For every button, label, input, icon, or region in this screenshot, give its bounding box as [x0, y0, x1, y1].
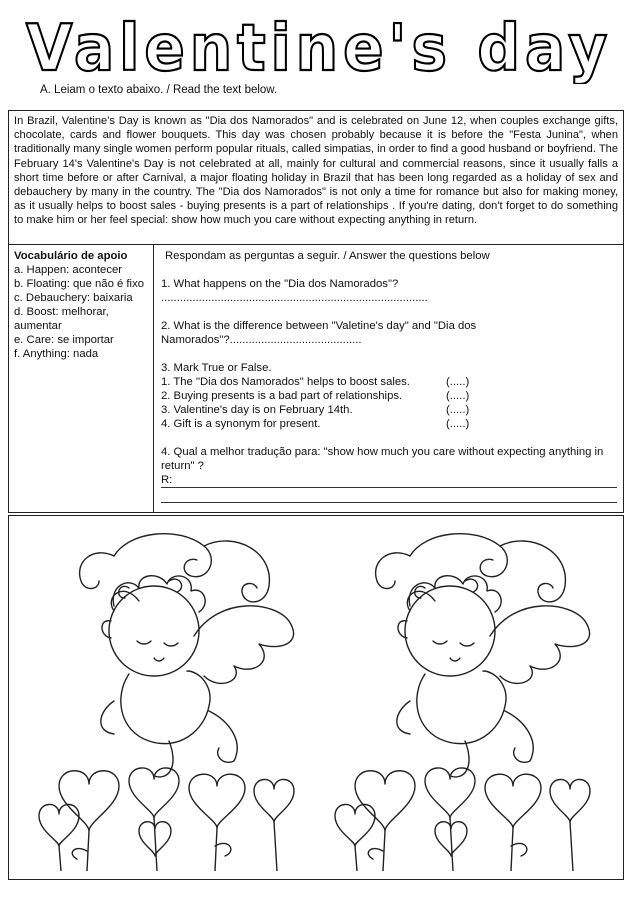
true-false-item — [161, 389, 617, 403]
tf-statement: 3. Valentine's day is on February 14th. — [161, 404, 353, 416]
tf-statement: 4. Gift is a synonym for present. — [161, 418, 321, 430]
question-4: 4. Qual a melhor tradução para: "show how much you care without expecting anything in return" ? — [161, 446, 604, 472]
question-3: 3. Mark True or False. — [161, 362, 272, 374]
tf-statement: 2. Buying presents is a bad part of relationships. — [161, 390, 403, 402]
questions-intro: Respondam as perguntas a seguir. / Answer the questions below — [165, 250, 490, 262]
reading-passage: In Brazil, Valentine's Day is known as "Dia dos Namorados" and is celebrated on June 12, when couples exchange gifts, chocolate, cards and flower bouquets. This day was chosen probably because it is before the "Festa Junina", when traditionally many single women perform popular rituals, called simpatias, in order to find a good husband or boyfriend. The February 14's Valentine's Day is not celebrated at all, mainly for cultural and commercial reasons, since it usually falls a short time before or after Carnival, a major floating holiday in Brazil that has been long regarded as a holiday of sex and debauchery by many in the country. The "Dia dos Namorados" is not only a time for romance but also for making money, as it usually helps to boost sales - buying presents is a part of relationships . If you're dating, don't forget to do something to make him or her feel special: show how much you care without expecting anything in return. — [8, 110, 624, 245]
vocab-item: f. Anything: nada — [14, 348, 99, 360]
tf-answer-blank[interactable]: (.....) — [446, 390, 470, 402]
answer-line-extra[interactable] — [161, 488, 617, 503]
tf-statement: 1. The "Dia dos Namorados" helps to boost sales. — [161, 376, 410, 388]
worksheet-title — [0, 4, 638, 84]
true-false-item — [161, 403, 617, 417]
vocab-item: c. Debauchery: baixaria — [14, 292, 133, 304]
vocabulary-column — [9, 245, 154, 512]
tf-answer-blank[interactable]: (.....) — [446, 418, 470, 430]
questions-column — [155, 245, 623, 512]
answer-line[interactable] — [161, 473, 617, 488]
vocab-item: b. Floating: que não é fixo — [14, 278, 145, 290]
vocab-item: a. Happen: acontecer — [14, 264, 123, 276]
vocabulary-title: Vocabulário de apoio — [14, 250, 128, 262]
cupid-illustration — [315, 526, 615, 871]
reading-instruction: A. Leiam o texto abaixo. / Read the text below. — [40, 84, 278, 96]
question-2: 2. What is the difference between "Valetine's day" and "Dia dos Namorados"?.......................................... — [161, 320, 477, 346]
true-false-item — [161, 375, 617, 389]
true-false-item — [161, 417, 617, 431]
vocab-item: d. Boost: melhorar, aumentar — [14, 306, 109, 332]
coloring-picture-area — [8, 515, 624, 880]
tf-answer-blank[interactable]: (.....) — [446, 404, 470, 416]
exercise-table — [8, 245, 624, 513]
answer-label: R: — [161, 474, 173, 486]
title-text: Valentine's day — [26, 12, 612, 84]
outlined-title-text — [0, 4, 638, 84]
vocab-item: e. Care: se importar — [14, 334, 114, 346]
question-1: 1. What happens on the "Dia dos Namorados"? ..................................................................................... — [161, 278, 428, 304]
cupid-illustration — [19, 526, 319, 871]
tf-answer-blank[interactable]: (.....) — [446, 376, 470, 388]
